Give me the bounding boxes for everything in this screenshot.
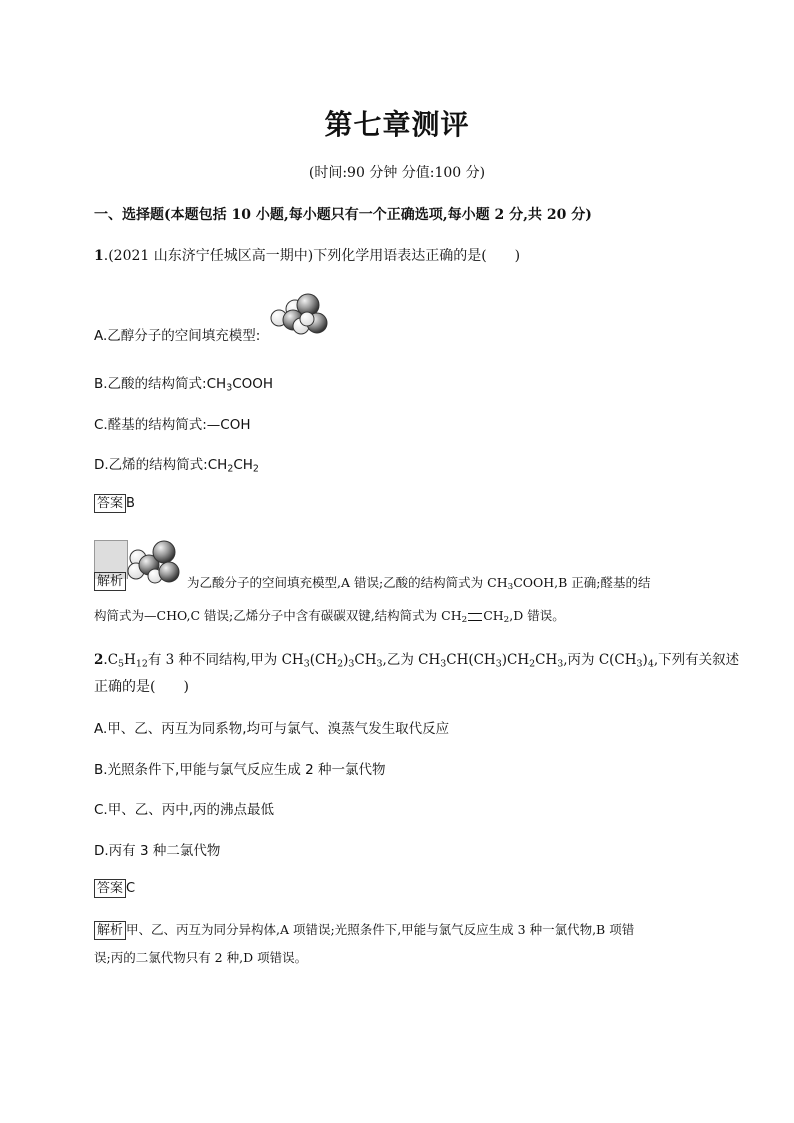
question-1-option-a: A.乙醇分子的空间填充模型: (94, 328, 261, 344)
explanation-label: 解析 (94, 921, 126, 940)
question-1-explanation-line-1 (94, 572, 126, 591)
explanation-label: 解析 (94, 572, 126, 591)
question-2-stem-line-1: $2.C_5H_{12}$有 3 种不同结构,甲为 $CH_3(CH_2)_3CH_3$,乙为 $CH_3CH(CH_3)CH_2CH_3$,丙为 $C(CH_3)_4$,下列有关叙述 (94, 652, 740, 670)
acetic-acid-space-filling-model-icon (126, 540, 184, 586)
question-1-answer (94, 494, 135, 513)
question-2-option-c: C.甲、乙、丙中,丙的沸点最低 (94, 802, 275, 818)
question-2-option-a: A.甲、乙、丙互为同系物,均可与氯气、溴蒸气发生取代反应 (94, 721, 450, 737)
answer-label: 答案 (94, 494, 126, 513)
question-1-option-b: B.乙酸的结构简式$:CH_3COOH$ (94, 376, 274, 394)
question-1-explanation-line-2: 构简式为—CHO,C 错误;乙烯分子中含有碳碳双键,结构简式为 $CH_2$ $CH_2,D$ 错误。 (94, 608, 565, 626)
answer-value: C (126, 881, 136, 896)
question-number: 1 (94, 248, 104, 264)
double-bond-symbol (468, 613, 482, 621)
question-2-stem-line-2: 正确的是( ) (94, 679, 189, 695)
ethanol-space-filling-model-icon (268, 292, 332, 340)
section-heading: 一、选择题(本题包括 10 小题,每小题只有一个正确选项,每小题 2 分,共 20 分) (94, 207, 592, 223)
question-1-option-d: D.乙烯的结构简式$:CH_2CH_2$ (94, 457, 259, 475)
page-title: 第七章测评 (324, 108, 470, 141)
answer-label: 答案 (94, 879, 126, 898)
question-1-explanation-line-1-text: 为乙酸分子的空间填充模型,A 错误;乙酸的结构简式为 $CH_3COOH,B$ 正确;醛基的结 (187, 575, 651, 593)
question-2-explanation-line-2: 误;丙的二氯代物只有 2 种,D 项错误。 (94, 950, 308, 965)
question-number: 2 (94, 652, 104, 668)
question-1-stem: 1.(2021 山东济宁任城区高一期中)下列化学用语表达正确的是( ) (94, 248, 521, 264)
question-2-option-d: D.丙有 3 种二氯代物 (94, 843, 221, 859)
question-2-answer (94, 879, 135, 898)
exam-time-score: (时间:90 分钟 分值:100 分) (308, 165, 486, 181)
question-2-explanation-line-1: 解析 甲、乙、丙互为同分异构体,A 项错误;光照条件下,甲能与氯气反应生成 3 种一氯代物,B 项错 (94, 920, 634, 940)
question-2-option-b: B.光照条件下,甲能与氯气反应生成 2 种一氯代物 (94, 762, 386, 778)
question-1-option-c: C.醛基的结构简式:—COH (94, 417, 251, 433)
answer-value: B (126, 496, 135, 511)
